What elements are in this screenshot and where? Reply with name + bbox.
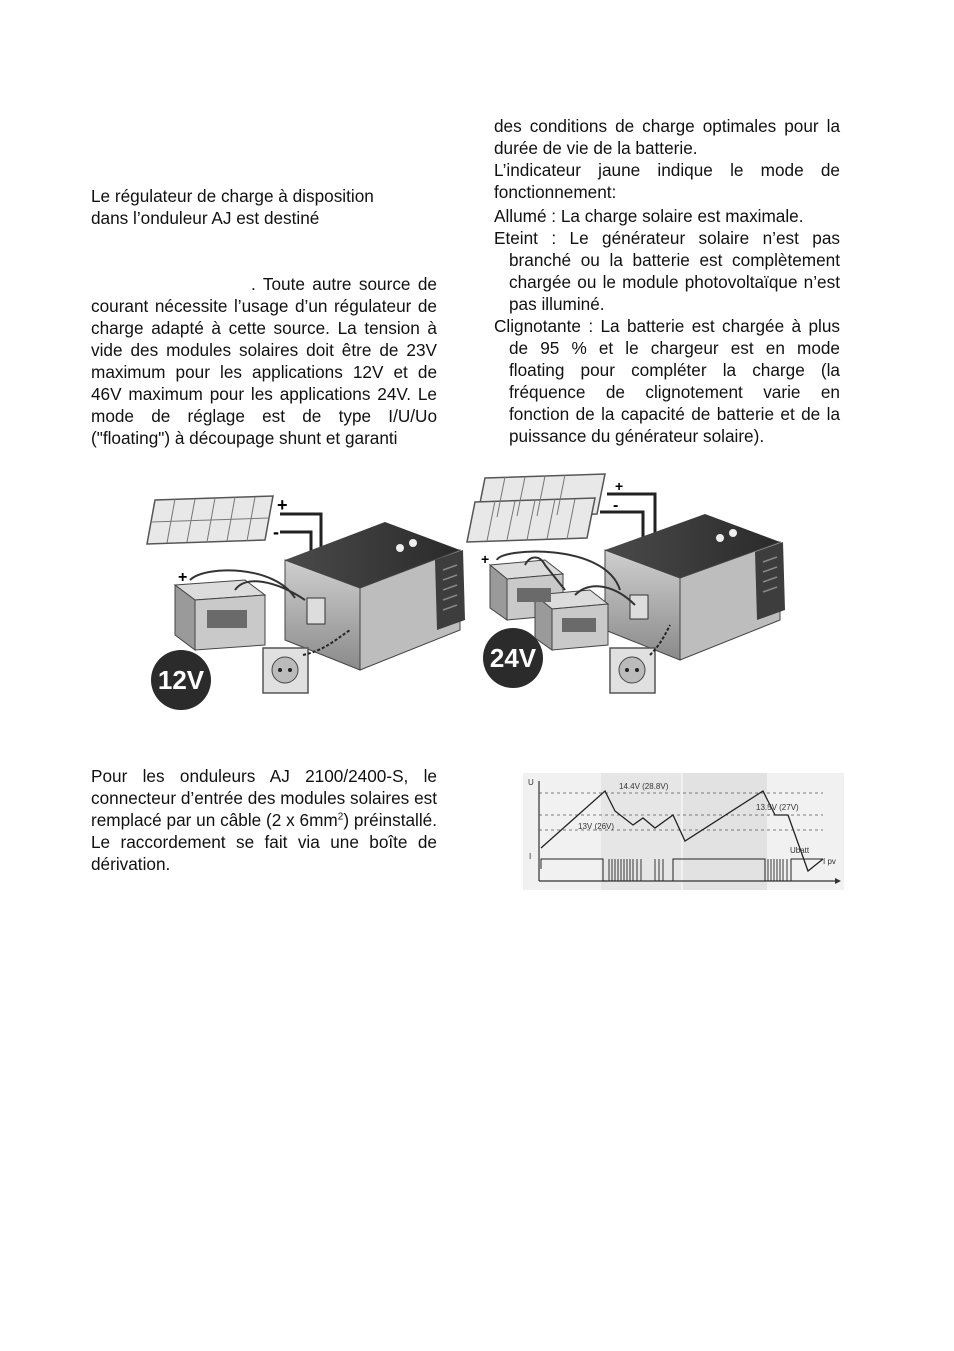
left-column-top bbox=[91, 185, 437, 449]
battery-12v bbox=[175, 580, 265, 650]
plus-sign-24v: + bbox=[615, 478, 624, 494]
blank-gap bbox=[91, 229, 437, 273]
cable-note-part2: ) préinstallé. Le raccordement se fait via une boîte de dérivation. bbox=[91, 810, 437, 874]
axis-label-i: I bbox=[529, 852, 532, 861]
label-14-4v: 14.4V (28.8V) bbox=[619, 782, 669, 791]
state-off-text: Eteint : Le générateur solaire n’est pas branché ou la batterie est complètement chargée ou le module photovoltaïque n’est pas illuminé. bbox=[494, 228, 840, 314]
state-blinking-text: Clignotante : La batterie est chargée à plus de 95 % et le chargeur est en mode floating pour compléter la charge (la fréquence de clignotement varie en fonction de la capacité de batterie et de la puissance du générateur solaire). bbox=[494, 316, 840, 446]
cable-note-part1: Pour les onduleurs AJ 2100/2400-S, le connecteur d’entrée des modules solaires est remplacé par un câble (2 x 6mm bbox=[91, 766, 437, 830]
solar-panel-12v bbox=[147, 496, 273, 544]
chart-phase-band-2 bbox=[683, 773, 767, 890]
state-on-text: Allumé : La charge solaire est maximale. bbox=[494, 206, 804, 226]
wall-socket-24v bbox=[610, 648, 655, 693]
wiring-diagram bbox=[145, 470, 845, 715]
label-ubatt: Ubatt bbox=[790, 846, 810, 855]
battery-plus-24v: + bbox=[481, 551, 490, 567]
badge-12v: 12V bbox=[157, 665, 205, 695]
intro-rest-text: . Toute autre source de courant nécessite l’usage d’un régulateur de charge adapté à cette source. La tension à vide des modules solaires doit être de 23V maximum pour les applications 12V et de 46V maximum pour les applications 24V. Le mode de réglage est de type I/U/Uo ("floating") à découpage shunt et garanti bbox=[91, 274, 437, 448]
minus-sign-12v: - bbox=[273, 522, 279, 542]
left-column-bottom bbox=[91, 765, 437, 875]
axis-label-u: U bbox=[528, 778, 534, 787]
plus-sign-12v: + bbox=[277, 495, 288, 515]
intro-rest bbox=[91, 273, 437, 449]
optimal-conditions-text: des conditions de charge optimales pour la durée de vie de la batterie. bbox=[494, 116, 840, 158]
cable-note bbox=[91, 765, 437, 875]
badge-24v: 24V bbox=[489, 643, 537, 673]
yellow-indicator-text: L’indicateur jaune indique le mode de fonctionnement: bbox=[494, 160, 840, 202]
intro-line-1: Le régulateur de charge à disposition bbox=[91, 186, 374, 206]
battery-plus-12v: + bbox=[178, 569, 188, 586]
right-column-top bbox=[494, 115, 840, 447]
charge-curve-chart bbox=[523, 773, 844, 890]
intro-line-2: dans l’onduleur AJ est destiné bbox=[91, 208, 320, 228]
label-13v: 13V (26V) bbox=[578, 822, 615, 831]
solar-panels-24v bbox=[467, 474, 605, 542]
label-ipv: I pv bbox=[823, 857, 836, 866]
minus-sign-24v: - bbox=[613, 497, 619, 514]
inverter-24v bbox=[605, 514, 785, 660]
wall-socket-12v bbox=[263, 648, 308, 693]
cable-note-superscript: 2 bbox=[337, 811, 344, 823]
label-13-5v: 13.5V (27V) bbox=[756, 803, 799, 812]
